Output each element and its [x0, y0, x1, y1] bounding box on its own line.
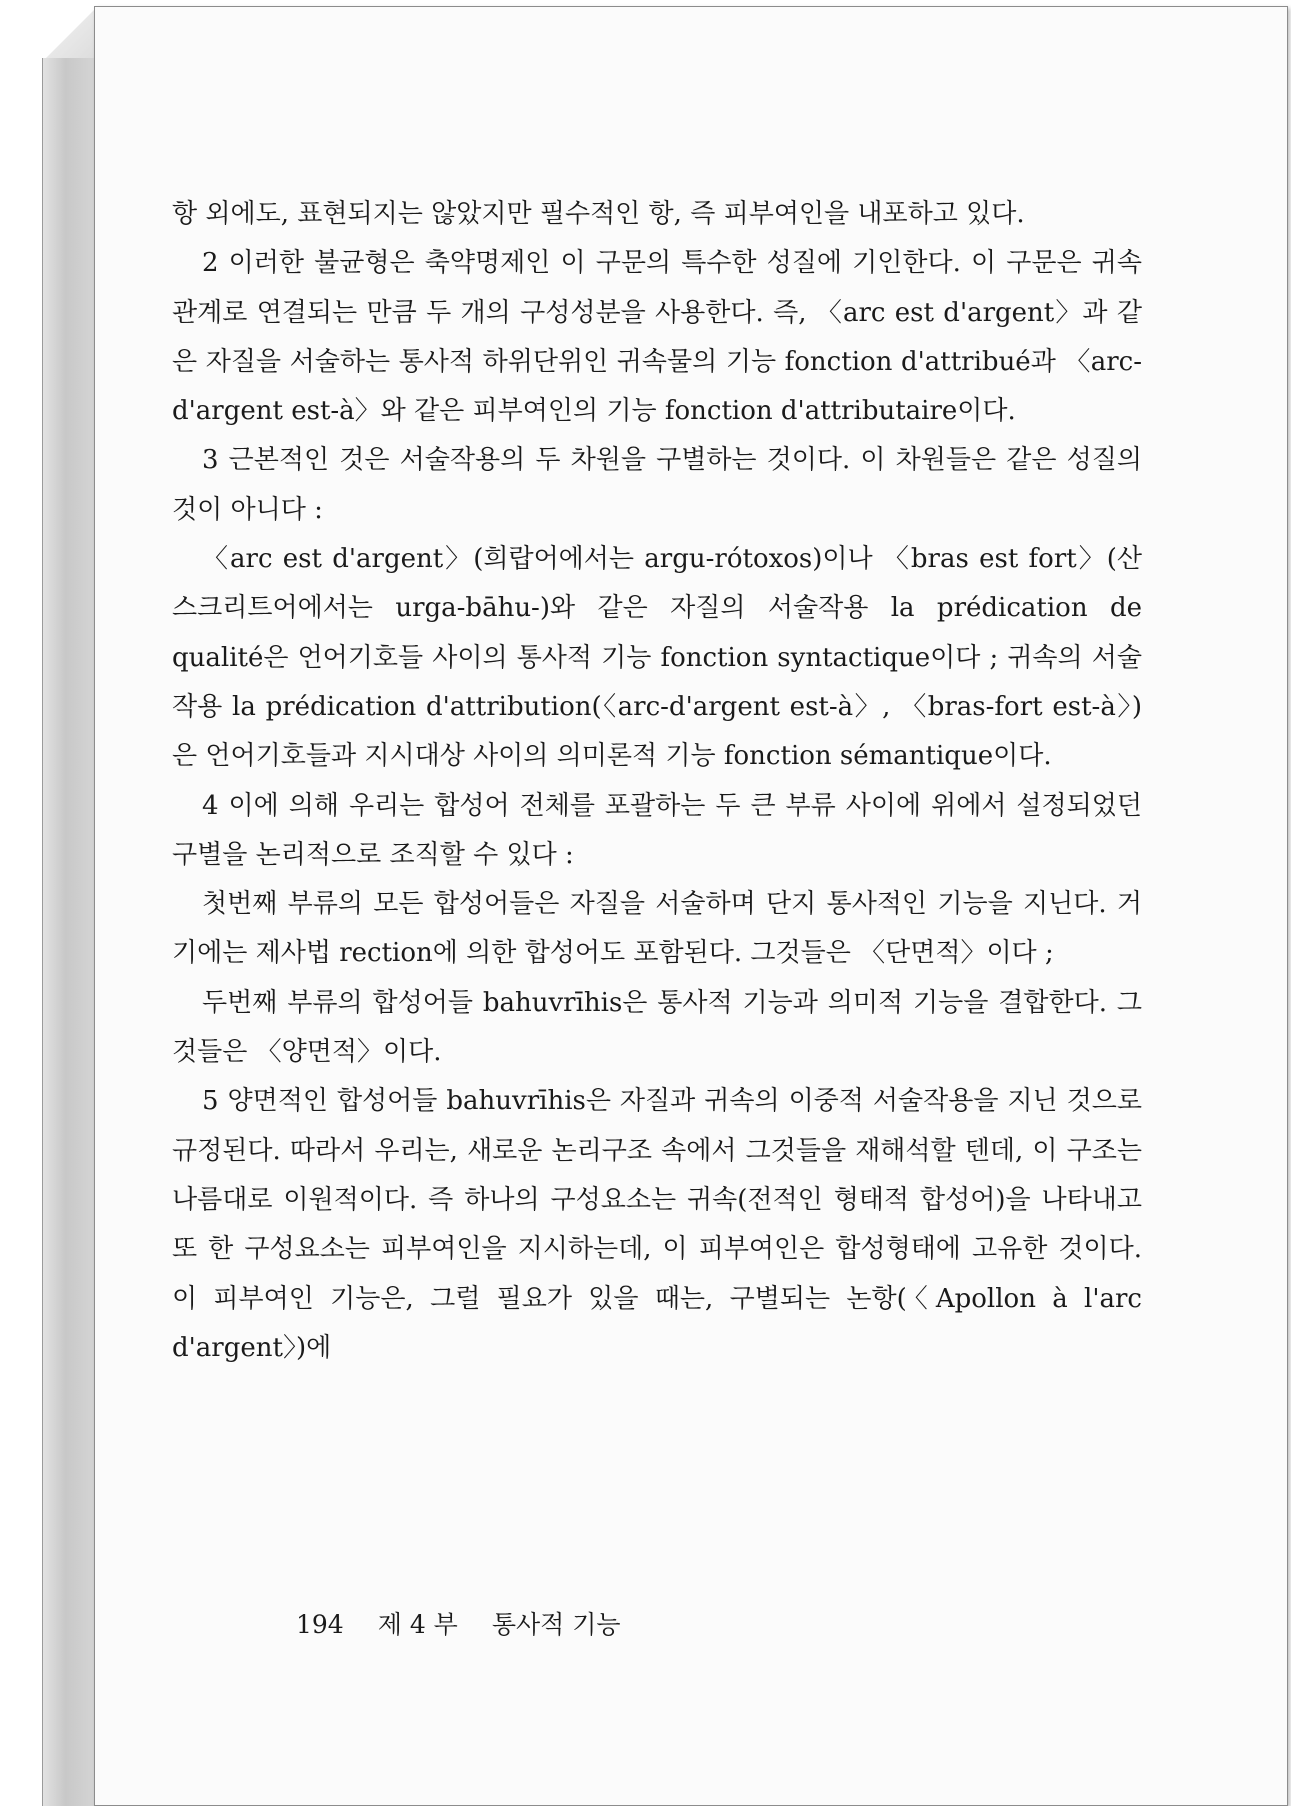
body-text — [172, 190, 1142, 1373]
page-stack-edge — [42, 58, 99, 1806]
paragraph-4: 〈arc est d'argent〉(희랍어에서는 argu-rótoxos)이나 〈bras est fort〉(산스크리트어에서는 urga-bāhu-)와 같은 자질의 서술작용 la prédication de qualité은 언어기호들 사이의 통사적 기능 fonction syntactique이다 ; 귀속의 서술작용 la prédication d'attribution(〈arc-d'argent est-à〉, 〈bras-fort est-à〉)은 언어기호들과 지시대상 사이의 의미론적 기능 fonction sémantique이다. — [172, 544, 1142, 772]
paragraph-2: 2 이러한 불균형은 축약명제인 이 구문의 특수한 성질에 기인한다. 이 구문은 귀속관계로 연결되는 만큼 두 개의 구성성분을 사용한다. 즉, 〈arc est d'argent〉과 같은 자질을 서술하는 통사적 하위단위인 귀속물의 기능 fonction d'attribué과 〈arc-d'argent est-à〉와 같은 피부여인의 기능 fonction d'attributaire이다. — [172, 248, 1142, 427]
paragraph-1: 항 외에도, 표현되지는 않았지만 필수적인 항, 즉 피부여인을 내포하고 있다. — [172, 199, 1025, 229]
paragraph-5: 4 이에 의해 우리는 합성어 전체를 포괄하는 두 큰 부류 사이에 위에서 설정되었던 구별을 논리적으로 조직할 수 있다 : — [172, 790, 1142, 870]
page-number: 194 — [296, 1610, 344, 1639]
paragraph-6: 첫번째 부류의 모든 합성어들은 자질을 서술하며 단지 통사적인 기능을 지닌다. 거기에는 제사법 rection에 의한 합성어도 포함된다. 그것들은 〈단면적〉이다 ; — [172, 889, 1142, 969]
running-footer — [296, 1605, 655, 1641]
paragraph-3: 3 근본적인 것은 서술작용의 두 차원을 구별하는 것이다. 이 차원들은 같은 성질의 것이 아니다 : — [172, 445, 1142, 525]
paragraph-7: 두번째 부류의 합성어들 bahuvrīhis은 통사적 기능과 의미적 기능을 결합한다. 그것들은 〈양면적〉이다. — [172, 987, 1142, 1068]
page-stack-corner — [42, 8, 96, 62]
part-label: 제 4 부 — [377, 1610, 458, 1639]
paragraph-8: 5 양면적인 합성어들 bahuvrīhis은 자질과 귀속의 이중적 서술작용을 지닌 것으로 규정된다. 따라서 우리는, 새로운 논리구조 속에서 그것들을 재해석할 텐데, 이 구조는 나름대로 이원적이다. 즉 하나의 구성요소는 귀속(전적인 형태적 합성어)을 나타내고 또 한 구성요소는 피부여인을 지시하는데, 이 피부여인은 합성형태에 고유한 것이다. 이 피부여인 기능은, 그럴 필요가 있을 때는, 구별되는 논항(〈Apollon à l'arc d'argent〉)에 — [172, 1086, 1142, 1363]
section-label: 통사적 기능 — [491, 1610, 621, 1639]
